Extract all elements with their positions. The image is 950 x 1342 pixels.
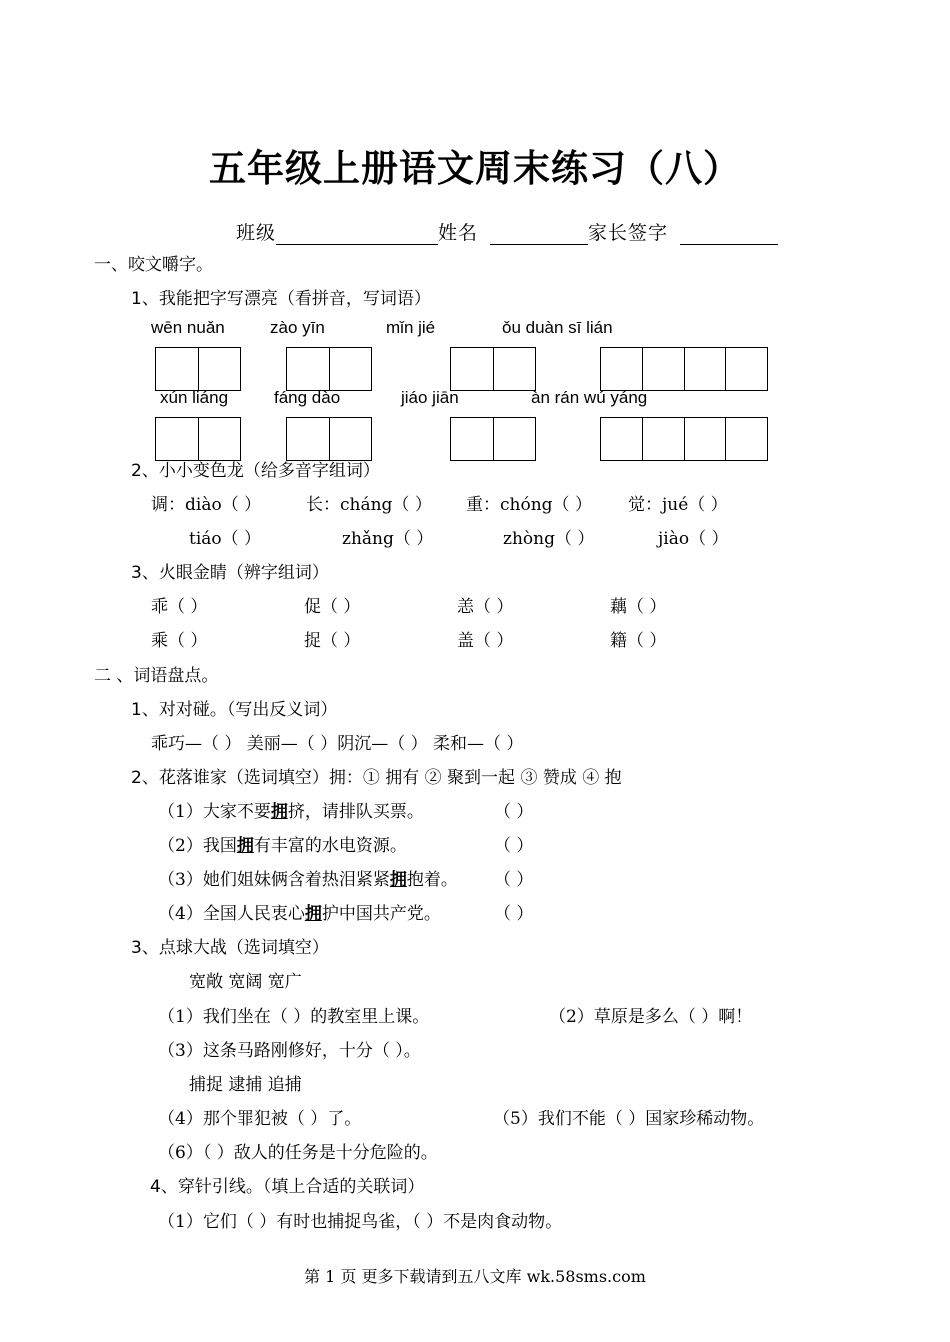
pinyin-minjie: mǐn jié: [386, 318, 436, 337]
polyphone-zhong: zhòng（ ）: [503, 529, 595, 549]
q2-4-line-1: （1）它们（ ）有时也捕捉鸟雀，（ ）不是肉食动物。: [158, 1212, 563, 1232]
answer-box-6[interactable]: [286, 417, 372, 461]
answer-box-4[interactable]: [600, 347, 768, 391]
q2-2-blank-4[interactable]: （ ）: [494, 904, 534, 924]
q2-2-blank-3[interactable]: （ ）: [494, 870, 534, 890]
char-ji: 籍（ ）: [610, 631, 667, 651]
answer-box-1[interactable]: [155, 347, 241, 391]
q2-2-line: [131, 763, 622, 788]
q2-2-blank-2[interactable]: （ ）: [494, 836, 534, 856]
char-cheng: 乘（ ）: [151, 631, 208, 651]
polyphone-chang: 长：cháng（ ）: [306, 495, 432, 515]
class-blank[interactable]: [276, 226, 438, 245]
pinyin-anranwuyang: àn rán wú yáng: [531, 388, 648, 407]
answer-box-3[interactable]: [450, 347, 536, 391]
char-cu: 促（ ）: [304, 597, 361, 617]
pinyin-xunliang: xún liáng: [160, 388, 229, 407]
q1-2-heading: 2、小小变色龙（给多音字组词）: [131, 461, 380, 481]
polyphone-jiao: jiào（ ）: [658, 529, 729, 549]
q2-1-heading: 1、对对碰。（写出反义词）: [131, 700, 338, 720]
pinyin-wennuan: wēn nuǎn: [151, 318, 225, 337]
q2-3-line-3a: （4）那个罪犯被（ ）了。: [158, 1109, 362, 1129]
char-gai: 盖（ ）: [457, 631, 514, 651]
polyphone-jue: 觉：jué（ ）: [628, 495, 728, 515]
parent-blank[interactable]: [680, 226, 778, 245]
q2-3-line-4: （6）（ ）敌人的任务是十分危险的。: [158, 1143, 438, 1163]
q1-3-heading: 3、火眼金睛（辨字组词）: [131, 563, 329, 583]
char-zhuo: 捉（ ）: [304, 631, 361, 651]
q2-3-heading: 3、点球大战（选词填空）: [131, 938, 329, 958]
q2-3-words-1: 宽敞 宽阔 宽广: [189, 972, 302, 992]
pinyin-zaoyin: zào yīn: [270, 318, 325, 337]
class-label: 班级: [236, 222, 277, 244]
answer-box-2[interactable]: [286, 347, 372, 391]
name-label: 姓名: [438, 222, 479, 244]
char-ou: 藕（ ）: [610, 597, 667, 617]
header-line: [236, 218, 778, 245]
q2-2-options: 拥：① 拥有 ② 聚到一起 ③ 赞成 ④ 抱: [328, 768, 622, 788]
q1-1-heading: 1、我能把字写漂亮（看拼音，写词语）: [131, 289, 431, 309]
antonym-line: 乖巧—（ ） 美丽—（ ）阴沉—（ ） 柔和—（ ）: [151, 734, 524, 754]
q2-3-line-2: （3）这条马路刚修好，十分（ ）。: [158, 1041, 421, 1061]
section-1-heading: 一、咬文嚼字。: [94, 255, 213, 275]
q2-3-line-1a: （1）我们坐在（ ）的教室里上课。: [158, 1007, 430, 1027]
pinyin-fangdao: fáng dào: [274, 388, 341, 407]
page-title: 五年级上册语文周末练习（八）: [209, 147, 741, 190]
name-blank[interactable]: [490, 226, 588, 245]
parent-label: 家长签字: [588, 222, 669, 244]
section-2-heading: 二 、词语盘点。: [94, 666, 219, 686]
q2-4-heading: 4、穿针引线。（填上合适的关联词）: [150, 1177, 425, 1197]
q2-2-heading: 2、花落谁家（选词填空）: [131, 768, 329, 788]
char-guai: 乖（ ）: [151, 597, 208, 617]
footer: 第 1 页 更多下载请到五八文库 wk.58sms.com: [304, 1267, 646, 1286]
q2-2-item-3: （3）她们姐妹俩含着热泪紧紧拥抱着。: [158, 870, 458, 890]
polyphone-chong: 重：chóng（ ）: [466, 495, 592, 515]
q2-3-line-3b: （5）我们不能（ ）国家珍稀动物。: [493, 1109, 765, 1129]
q2-2-item-1: （1）大家不要拥挤，请排队买票。: [158, 802, 424, 822]
pinyin-jiaojian: jiáo jiān: [401, 388, 459, 407]
polyphone-tiao2: tiáo（ ）: [189, 529, 262, 549]
answer-box-5[interactable]: [155, 417, 241, 461]
answer-box-8[interactable]: [600, 417, 768, 461]
pinyin-ouduansilian: ǒu duàn sī lián: [502, 318, 613, 337]
polyphone-zhang: zhǎng（ ）: [342, 529, 434, 549]
q2-2-blank-1[interactable]: （ ）: [494, 802, 534, 822]
answer-box-7[interactable]: [450, 417, 536, 461]
char-yang: 恙（ ）: [457, 597, 514, 617]
q2-2-item-4: （4）全国人民衷心拥护中国共产党。: [158, 904, 441, 924]
q2-3-line-1b: （2）草原是多么（ ）啊！: [549, 1007, 753, 1027]
polyphone-tiao: 调：diào（ ）: [151, 495, 262, 515]
q2-3-words-2: 捕捉 逮捕 追捕: [189, 1075, 302, 1095]
q2-2-item-2: （2）我国拥有丰富的水电资源。: [158, 836, 407, 856]
